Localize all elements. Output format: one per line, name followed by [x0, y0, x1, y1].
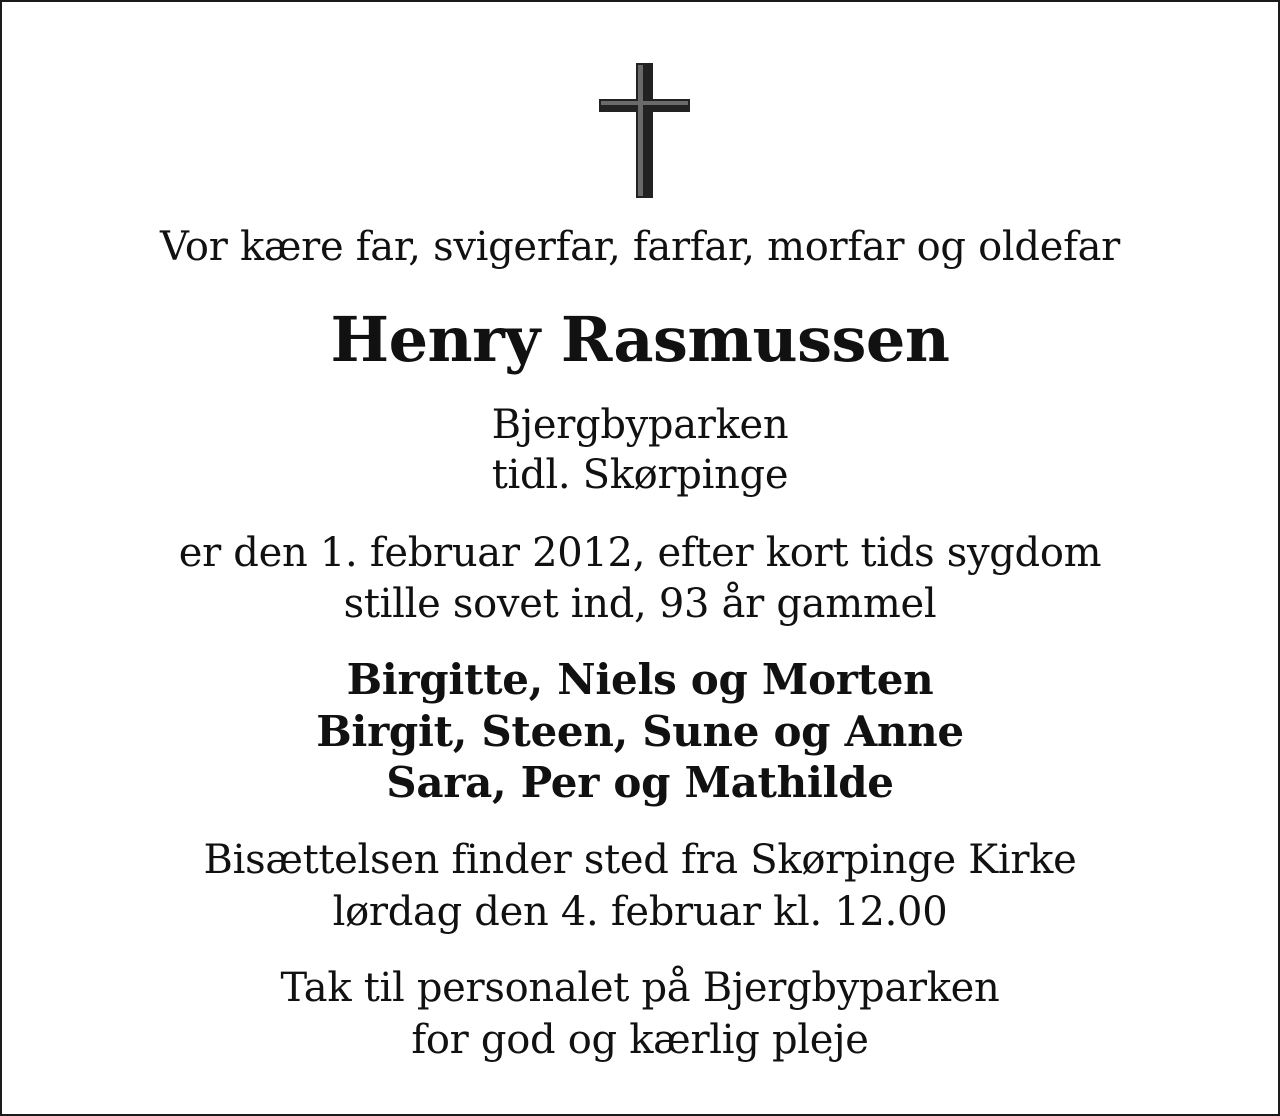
deceased-name: Henry Rasmussen	[330, 303, 950, 376]
cross-icon	[599, 62, 691, 199]
funeral-line: Bisættelsen finder sted fra Skørpinge Kirke	[203, 837, 1077, 883]
family-line: Sara, Per og Mathilde	[386, 758, 894, 807]
former-residence-line: tidl. Skørpinge	[491, 452, 789, 498]
residence-line: Bjergbyparken	[491, 402, 789, 448]
intro-text: Vor kære far, svigerfar, farfar, morfar og oldefar	[160, 224, 1120, 270]
thanks-line: for god og kærlig pleje	[411, 1017, 869, 1063]
funeral-time-line: lørdag den 4. februar kl. 12.00	[332, 889, 948, 935]
thanks-line: Tak til personalet på Bjergbyparken	[280, 965, 1000, 1011]
family-line: Birgit, Steen, Sune og Anne	[316, 707, 964, 756]
death-line: stille sovet ind, 93 år gammel	[343, 581, 937, 627]
family-line: Birgitte, Niels og Morten	[346, 655, 934, 704]
death-line: er den 1. februar 2012, efter kort tids sygdom	[178, 530, 1102, 576]
